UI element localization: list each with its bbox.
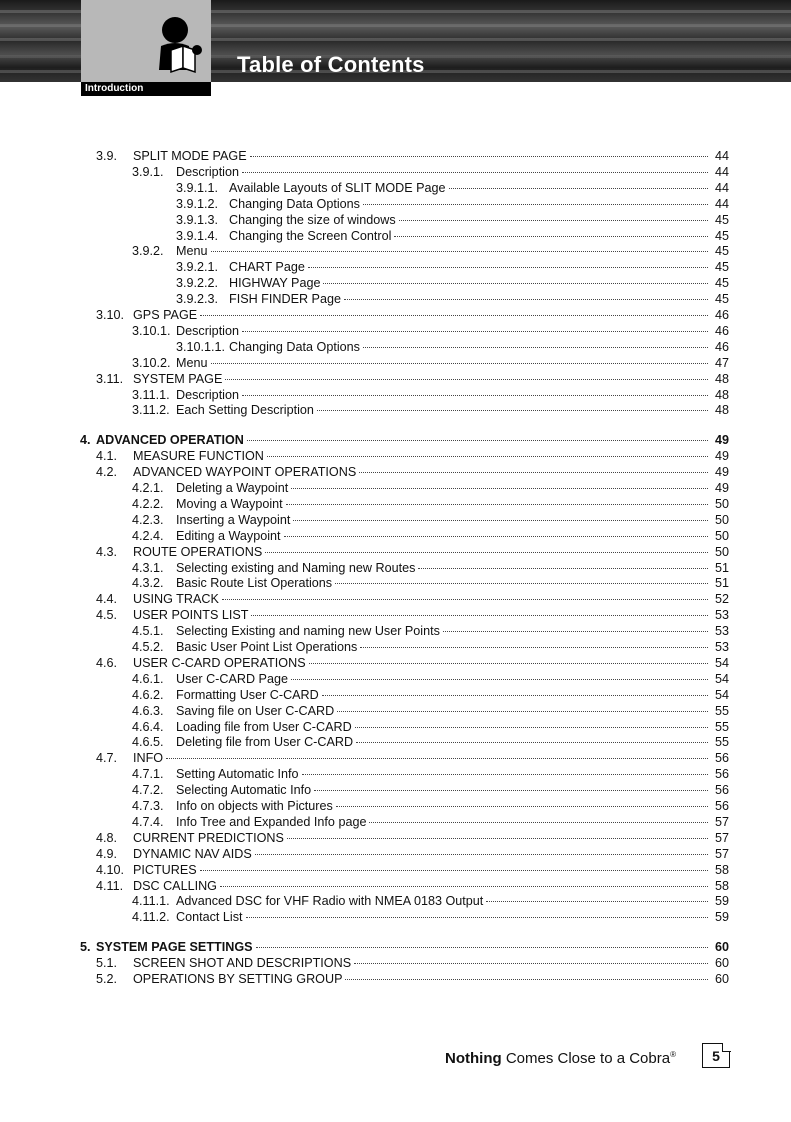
toc-entry[interactable] <box>132 355 729 371</box>
toc-entry-number: 4.11.1. <box>132 894 170 909</box>
toc-entry-title: Contact List <box>176 910 243 925</box>
toc-entry[interactable] <box>132 402 729 418</box>
toc-leader-dots <box>363 204 708 205</box>
toc-entry-number: 4.8. <box>96 830 118 845</box>
toc-entry-number: 4.6. <box>96 655 118 670</box>
toc-entry-number: 4.5.2. <box>132 640 164 654</box>
reader-icon <box>157 16 205 74</box>
toc-entry[interactable] <box>96 830 729 846</box>
toc-entry-page: 44 <box>714 180 729 195</box>
toc-entry-title: Selecting Existing and naming new User Points <box>176 624 440 639</box>
toc-entry[interactable] <box>132 893 729 909</box>
toc-entry-title: Advanced DSC for VHF Radio with NMEA 0183 Output <box>176 894 484 909</box>
toc-entry[interactable] <box>132 512 729 528</box>
toc-entry-number: 4.2.3. <box>132 512 164 527</box>
toc-leader-dots <box>291 488 708 489</box>
toc-entry-page: 44 <box>714 196 729 211</box>
toc-entry-number: 4.3.2. <box>132 576 164 591</box>
toc-entry-number: 4.6.3. <box>132 703 164 718</box>
toc-entry[interactable] <box>96 862 729 878</box>
toc-entry[interactable] <box>96 655 729 671</box>
toc-entry-title: CHART Page <box>229 260 305 275</box>
toc-entry-title: Inserting a Waypoint <box>176 512 291 527</box>
toc-entry-page: 48 <box>714 371 729 386</box>
toc-entry[interactable] <box>132 734 729 750</box>
toc-entry[interactable] <box>132 814 729 830</box>
toc-entry-number: 5.1. <box>96 956 118 971</box>
toc-entry[interactable] <box>96 371 729 387</box>
toc-entry-page: 45 <box>714 228 729 243</box>
toc-entry-number: 4.2.4. <box>132 528 164 543</box>
toc-entry-title: SPLIT MODE PAGE <box>133 149 247 163</box>
toc-leader-dots <box>211 363 708 364</box>
toc-leader-dots <box>336 806 708 807</box>
toc-leader-dots <box>166 758 708 759</box>
toc-entry-page: 53 <box>714 624 729 639</box>
toc-entry-page: 56 <box>714 767 729 782</box>
toc-entry-page: 59 <box>714 894 729 909</box>
toc-entry-title: ADVANCED WAYPOINT OPERATIONS <box>133 465 357 480</box>
toc-entry[interactable] <box>132 782 729 798</box>
toc-entry-number: 3.9.2.2. <box>176 276 219 291</box>
toc-entry-title: ADVANCED OPERATION <box>96 433 244 448</box>
toc-entry-title: Changing the Screen Control <box>229 228 392 243</box>
toc-entry-page: 53 <box>714 640 729 654</box>
section-tab-label: Introduction <box>81 82 211 96</box>
toc-entry-title: Setting Automatic Info <box>176 767 299 782</box>
toc-leader-dots <box>247 440 708 441</box>
toc-leader-dots <box>242 331 708 332</box>
toc-entry-page: 60 <box>714 972 729 986</box>
page-number-value: 5 <box>712 1048 720 1064</box>
toc-entry-page: 56 <box>714 799 729 813</box>
toc-entry-number: 3.10.1.1. <box>176 339 226 354</box>
toc-entry[interactable] <box>176 259 729 275</box>
toc-entry-number: 4.3.1. <box>132 560 164 575</box>
toc-leader-dots <box>443 631 708 632</box>
toc-entry[interactable] <box>132 798 729 814</box>
toc-entry[interactable] <box>96 955 729 971</box>
toc-leader-dots <box>255 854 708 855</box>
toc-entry-title: Loading file from User C-CARD <box>176 719 352 734</box>
toc-entry-number: 3.11.1. <box>132 387 170 402</box>
toc-entry-title: USER POINTS LIST <box>133 608 249 623</box>
toc-entry-title: USER C-CARD OPERATIONS <box>133 655 306 670</box>
toc-entry[interactable] <box>132 623 729 639</box>
toc-entry-number: 3.11.2. <box>132 403 170 418</box>
toc-entry[interactable] <box>176 228 729 244</box>
toc-entry[interactable] <box>96 544 729 560</box>
toc-entry-page: 52 <box>714 592 729 607</box>
toc-entry-number: 3.9.2.1. <box>176 260 219 275</box>
toc-entry-number: 4.6.2. <box>132 687 164 702</box>
toc-entry-title: DYNAMIC NAV AIDS <box>133 846 252 861</box>
toc-entry-number: 4.6.4. <box>132 719 164 734</box>
toc-leader-dots <box>355 727 708 728</box>
toc-entry[interactable] <box>80 432 729 448</box>
toc-entry-page: 49 <box>714 433 729 448</box>
page-corner-fold <box>722 1043 731 1052</box>
toc-entry-title: Menu <box>176 244 208 259</box>
toc-leader-dots <box>302 774 708 775</box>
toc-entry-title: OPERATIONS BY SETTING GROUP <box>133 972 343 986</box>
toc-leader-dots <box>200 870 708 871</box>
toc-entry-number: 3.11. <box>96 371 124 386</box>
toc-leader-dots <box>317 410 708 411</box>
toc-entry-page: 48 <box>714 387 729 402</box>
toc-entry-number: 3.10.2. <box>132 355 171 370</box>
toc-entry[interactable] <box>132 243 729 259</box>
toc-entry-title: HIGHWAY Page <box>229 276 321 291</box>
toc-entry[interactable] <box>132 766 729 782</box>
toc-entry-title: INFO <box>133 751 164 766</box>
footer-slogan <box>445 1050 676 1067</box>
toc-entry[interactable] <box>176 275 729 291</box>
toc-entry-title: MEASURE FUNCTION <box>133 449 264 464</box>
toc-entry[interactable] <box>176 339 729 355</box>
toc-entry[interactable] <box>132 575 729 591</box>
toc-entry-page: 57 <box>714 814 729 829</box>
toc-leader-dots <box>200 315 708 316</box>
toc-entry-title: Description <box>176 164 239 179</box>
toc-leader-dots <box>369 822 708 823</box>
toc-entry-title: Description <box>176 387 239 402</box>
toc-entry-page: 60 <box>714 940 729 955</box>
toc-entry-page: 48 <box>714 403 729 418</box>
toc-entry[interactable] <box>132 323 729 339</box>
page-number <box>702 1043 730 1068</box>
toc-entry-title: ROUTE OPERATIONS <box>133 544 263 559</box>
toc-entry-title: Saving file on User C-CARD <box>176 703 335 718</box>
toc-entry-page: 55 <box>714 735 729 750</box>
toc-entry-title: Basic Route List Operations <box>176 576 333 591</box>
toc-entry-title: Deleting a Waypoint <box>176 481 289 495</box>
toc-entry-number: 4.6.5. <box>132 735 164 750</box>
toc-entry[interactable] <box>132 387 729 403</box>
toc-leader-dots <box>356 742 708 743</box>
toc-entry-page: 54 <box>714 687 729 702</box>
toc-leader-dots <box>287 838 708 839</box>
toc-leader-dots <box>291 679 708 680</box>
toc-entry-title: USING TRACK <box>133 592 219 607</box>
toc-leader-dots <box>222 599 708 600</box>
toc-entry-number: 3.9.1. <box>132 164 164 179</box>
toc-entry[interactable] <box>132 671 729 687</box>
toc-entry[interactable] <box>176 291 729 307</box>
toc-entry-title: Editing a Waypoint <box>176 528 281 543</box>
toc-entry-title: Selecting Automatic Info <box>176 783 312 798</box>
toc-leader-dots <box>309 663 708 664</box>
toc-entry[interactable] <box>176 196 729 212</box>
toc-leader-dots <box>323 283 708 284</box>
toc-entry-page: 45 <box>714 244 729 259</box>
toc-entry[interactable] <box>132 639 729 655</box>
toc-entry-title: Menu <box>176 355 208 370</box>
toc-entry[interactable] <box>96 448 729 464</box>
toc-entry-number: 5. <box>80 940 91 955</box>
toc-leader-dots <box>344 299 708 300</box>
toc-entry-number: 3.10.1. <box>132 323 171 338</box>
toc-entry-number: 4.6.1. <box>132 671 164 686</box>
toc-entry-title: Changing the size of windows <box>229 212 396 227</box>
toc-entry-number: 4.7. <box>96 751 118 766</box>
toc-entry[interactable] <box>132 909 729 925</box>
toc-entry-page: 56 <box>714 751 729 766</box>
toc-entry-title: Formatting User C-CARD <box>176 687 319 702</box>
toc-entry-page: 49 <box>714 465 729 480</box>
toc-entry[interactable] <box>176 212 729 228</box>
toc-entry-number: 4.7.1. <box>132 767 164 782</box>
toc-entry[interactable] <box>96 464 729 480</box>
toc-entry-number: 4.2.1. <box>132 481 164 495</box>
toc-entry-page: 57 <box>714 830 729 845</box>
toc-entry-page: 51 <box>714 560 729 575</box>
slogan-rest: Comes Close to a Cobra <box>501 1050 671 1067</box>
toc-entry-title: Basic User Point List Operations <box>176 640 358 654</box>
toc-leader-dots <box>322 695 708 696</box>
toc-entry-page: 46 <box>714 339 729 354</box>
toc-leader-dots <box>418 568 708 569</box>
toc-entry-number: 4.5.1. <box>132 624 164 639</box>
toc-leader-dots <box>394 236 708 237</box>
toc-entry-number: 4.2.2. <box>132 496 164 511</box>
toc-leader-dots <box>211 251 708 252</box>
toc-entry[interactable] <box>96 846 729 862</box>
toc-leader-dots <box>314 790 708 791</box>
toc-entry-page: 56 <box>714 783 729 798</box>
toc-entry-number: 3.9.1.2. <box>176 196 219 211</box>
toc-entry-page: 54 <box>714 671 729 686</box>
toc-leader-dots <box>225 379 708 380</box>
toc-entry-page: 50 <box>714 544 729 559</box>
toc-entry-page: 49 <box>714 449 729 464</box>
toc-entry-page: 45 <box>714 260 729 275</box>
toc-entry[interactable] <box>132 560 729 576</box>
toc-leader-dots <box>354 963 708 964</box>
toc-leader-dots <box>363 347 708 348</box>
toc-entry-title: Selecting existing and Naming new Routes <box>176 560 416 575</box>
toc-entry-number: 3.9.1.1. <box>176 180 219 195</box>
toc-entry-page: 54 <box>714 655 729 670</box>
slogan-bold: Nothing <box>445 1050 502 1067</box>
toc-leader-dots <box>293 520 708 521</box>
toc-entry-title: Changing Data Options <box>229 339 360 354</box>
toc-entry-title: DSC CALLING <box>133 878 217 893</box>
toc-leader-dots <box>449 188 708 189</box>
toc-entry[interactable] <box>132 496 729 512</box>
toc-entry[interactable] <box>96 307 729 323</box>
toc-entry-title: Deleting file from User C-CARD <box>176 735 354 750</box>
toc-entry-title: PICTURES <box>133 862 197 877</box>
toc-entry-number: 3.9. <box>96 149 118 163</box>
toc-entry-number: 4.7.4. <box>132 814 164 829</box>
toc-entry-title: Each Setting Description <box>176 403 314 418</box>
toc-entry-page: 45 <box>714 276 729 291</box>
toc-entry-number: 4.5. <box>96 608 118 623</box>
toc-entry-number: 4.11.2. <box>132 910 170 925</box>
toc-entry-number: 4.2. <box>96 465 118 480</box>
toc-entry-number: 5.2. <box>96 972 118 986</box>
toc-entry-page: 50 <box>714 528 729 543</box>
toc-entry[interactable] <box>96 607 729 623</box>
toc-entry[interactable] <box>96 591 729 607</box>
toc-entry-title: Moving a Waypoint <box>176 496 283 511</box>
toc-leader-dots <box>267 456 708 457</box>
toc-entry-page: 45 <box>714 212 729 227</box>
toc-entry-page: 46 <box>714 323 729 338</box>
toc-entry-page: 58 <box>714 862 729 877</box>
toc-entry-page: 53 <box>714 608 729 623</box>
toc-leader-dots <box>265 552 708 553</box>
toc-entry-number: 4.7.3. <box>132 799 164 813</box>
toc-entry-page: 50 <box>714 512 729 527</box>
toc-entry-title: SYSTEM PAGE SETTINGS <box>96 940 253 955</box>
toc-entry-number: 4.1. <box>96 449 118 464</box>
toc-entry-number: 4.4. <box>96 592 118 607</box>
toc-entry[interactable] <box>176 180 729 196</box>
toc-entry-title: SCREEN SHOT AND DESCRIPTIONS <box>133 956 352 971</box>
toc-leader-dots <box>242 395 708 396</box>
toc-entry[interactable] <box>132 703 729 719</box>
toc-entry[interactable] <box>132 719 729 735</box>
toc-entry-page: 45 <box>714 292 729 307</box>
toc-entry-page: 47 <box>714 355 729 370</box>
toc-entry-number: 4.11. <box>96 878 124 893</box>
toc-leader-dots <box>308 267 708 268</box>
toc-entry-page: 51 <box>714 576 729 591</box>
toc-entry[interactable] <box>132 687 729 703</box>
toc-entry-page: 58 <box>714 878 729 893</box>
toc-entry-page: 49 <box>714 481 729 495</box>
toc-entry[interactable] <box>132 528 729 544</box>
toc-leader-dots <box>251 615 708 616</box>
toc-leader-dots <box>284 536 708 537</box>
toc-entry-page: 44 <box>714 164 729 179</box>
toc-entry-number: 4.7.2. <box>132 783 164 798</box>
toc-leader-dots <box>250 156 708 157</box>
toc-entry-title: CURRENT PREDICTIONS <box>133 830 284 845</box>
toc-leader-dots <box>486 901 708 902</box>
registered-mark: ® <box>670 1050 676 1059</box>
toc-leader-dots <box>220 886 708 887</box>
toc-entry-number: 3.9.2.3. <box>176 292 219 307</box>
toc-entry[interactable] <box>96 750 729 766</box>
toc-entry-title: Description <box>176 323 239 338</box>
toc-entry-page: 59 <box>714 910 729 925</box>
toc-entry-page: 55 <box>714 719 729 734</box>
toc-entry[interactable] <box>96 148 729 164</box>
toc-leader-dots <box>399 220 708 221</box>
toc-leader-dots <box>256 947 708 948</box>
toc-entry-number: 3.9.1.3. <box>176 212 219 227</box>
toc-entry-number: 4.9. <box>96 846 118 861</box>
toc-entry-title: SYSTEM PAGE <box>133 371 223 386</box>
toc-entry-page: 50 <box>714 496 729 511</box>
toc-entry-number: 3.10. <box>96 308 125 322</box>
toc-entry[interactable] <box>132 164 729 180</box>
toc-entry-page: 60 <box>714 956 729 971</box>
toc-entry-title: Info Tree and Expanded Info page <box>176 814 367 829</box>
toc-entry-page: 46 <box>714 308 729 322</box>
toc-entry-number: 4. <box>80 433 91 448</box>
toc-leader-dots <box>359 472 708 473</box>
toc-leader-dots <box>242 172 708 173</box>
toc-entry-page: 57 <box>714 846 729 861</box>
toc-entry-title: Available Layouts of SLIT MODE Page <box>229 180 446 195</box>
toc-entry-page: 55 <box>714 703 729 718</box>
toc-leader-dots <box>286 504 708 505</box>
toc-entry-number: 4.10. <box>96 862 125 877</box>
toc-entry[interactable] <box>80 939 729 955</box>
toc-leader-dots <box>345 979 708 980</box>
toc-entry-page: 44 <box>714 149 729 163</box>
toc-entry-number: 3.9.2. <box>132 244 164 259</box>
toc-entry-title: Changing Data Options <box>229 196 360 211</box>
toc-entry-title: GPS PAGE <box>133 308 198 322</box>
toc-entry-number: 3.9.1.4. <box>176 228 219 243</box>
toc-leader-dots <box>360 647 708 648</box>
toc-entry-title: FISH FINDER Page <box>229 292 341 307</box>
page-title: Table of Contents <box>237 52 425 77</box>
toc-leader-dots <box>337 711 708 712</box>
toc-entry-title: Info on objects with Pictures <box>176 799 333 813</box>
toc-leader-dots <box>246 917 709 918</box>
toc-entry[interactable] <box>132 480 729 496</box>
toc-entry-title: User C-CARD Page <box>176 671 288 686</box>
toc-entry-number: 4.3. <box>96 544 118 559</box>
toc-entry[interactable] <box>96 878 729 894</box>
toc-leader-dots <box>335 583 708 584</box>
toc-entry[interactable] <box>96 971 729 987</box>
